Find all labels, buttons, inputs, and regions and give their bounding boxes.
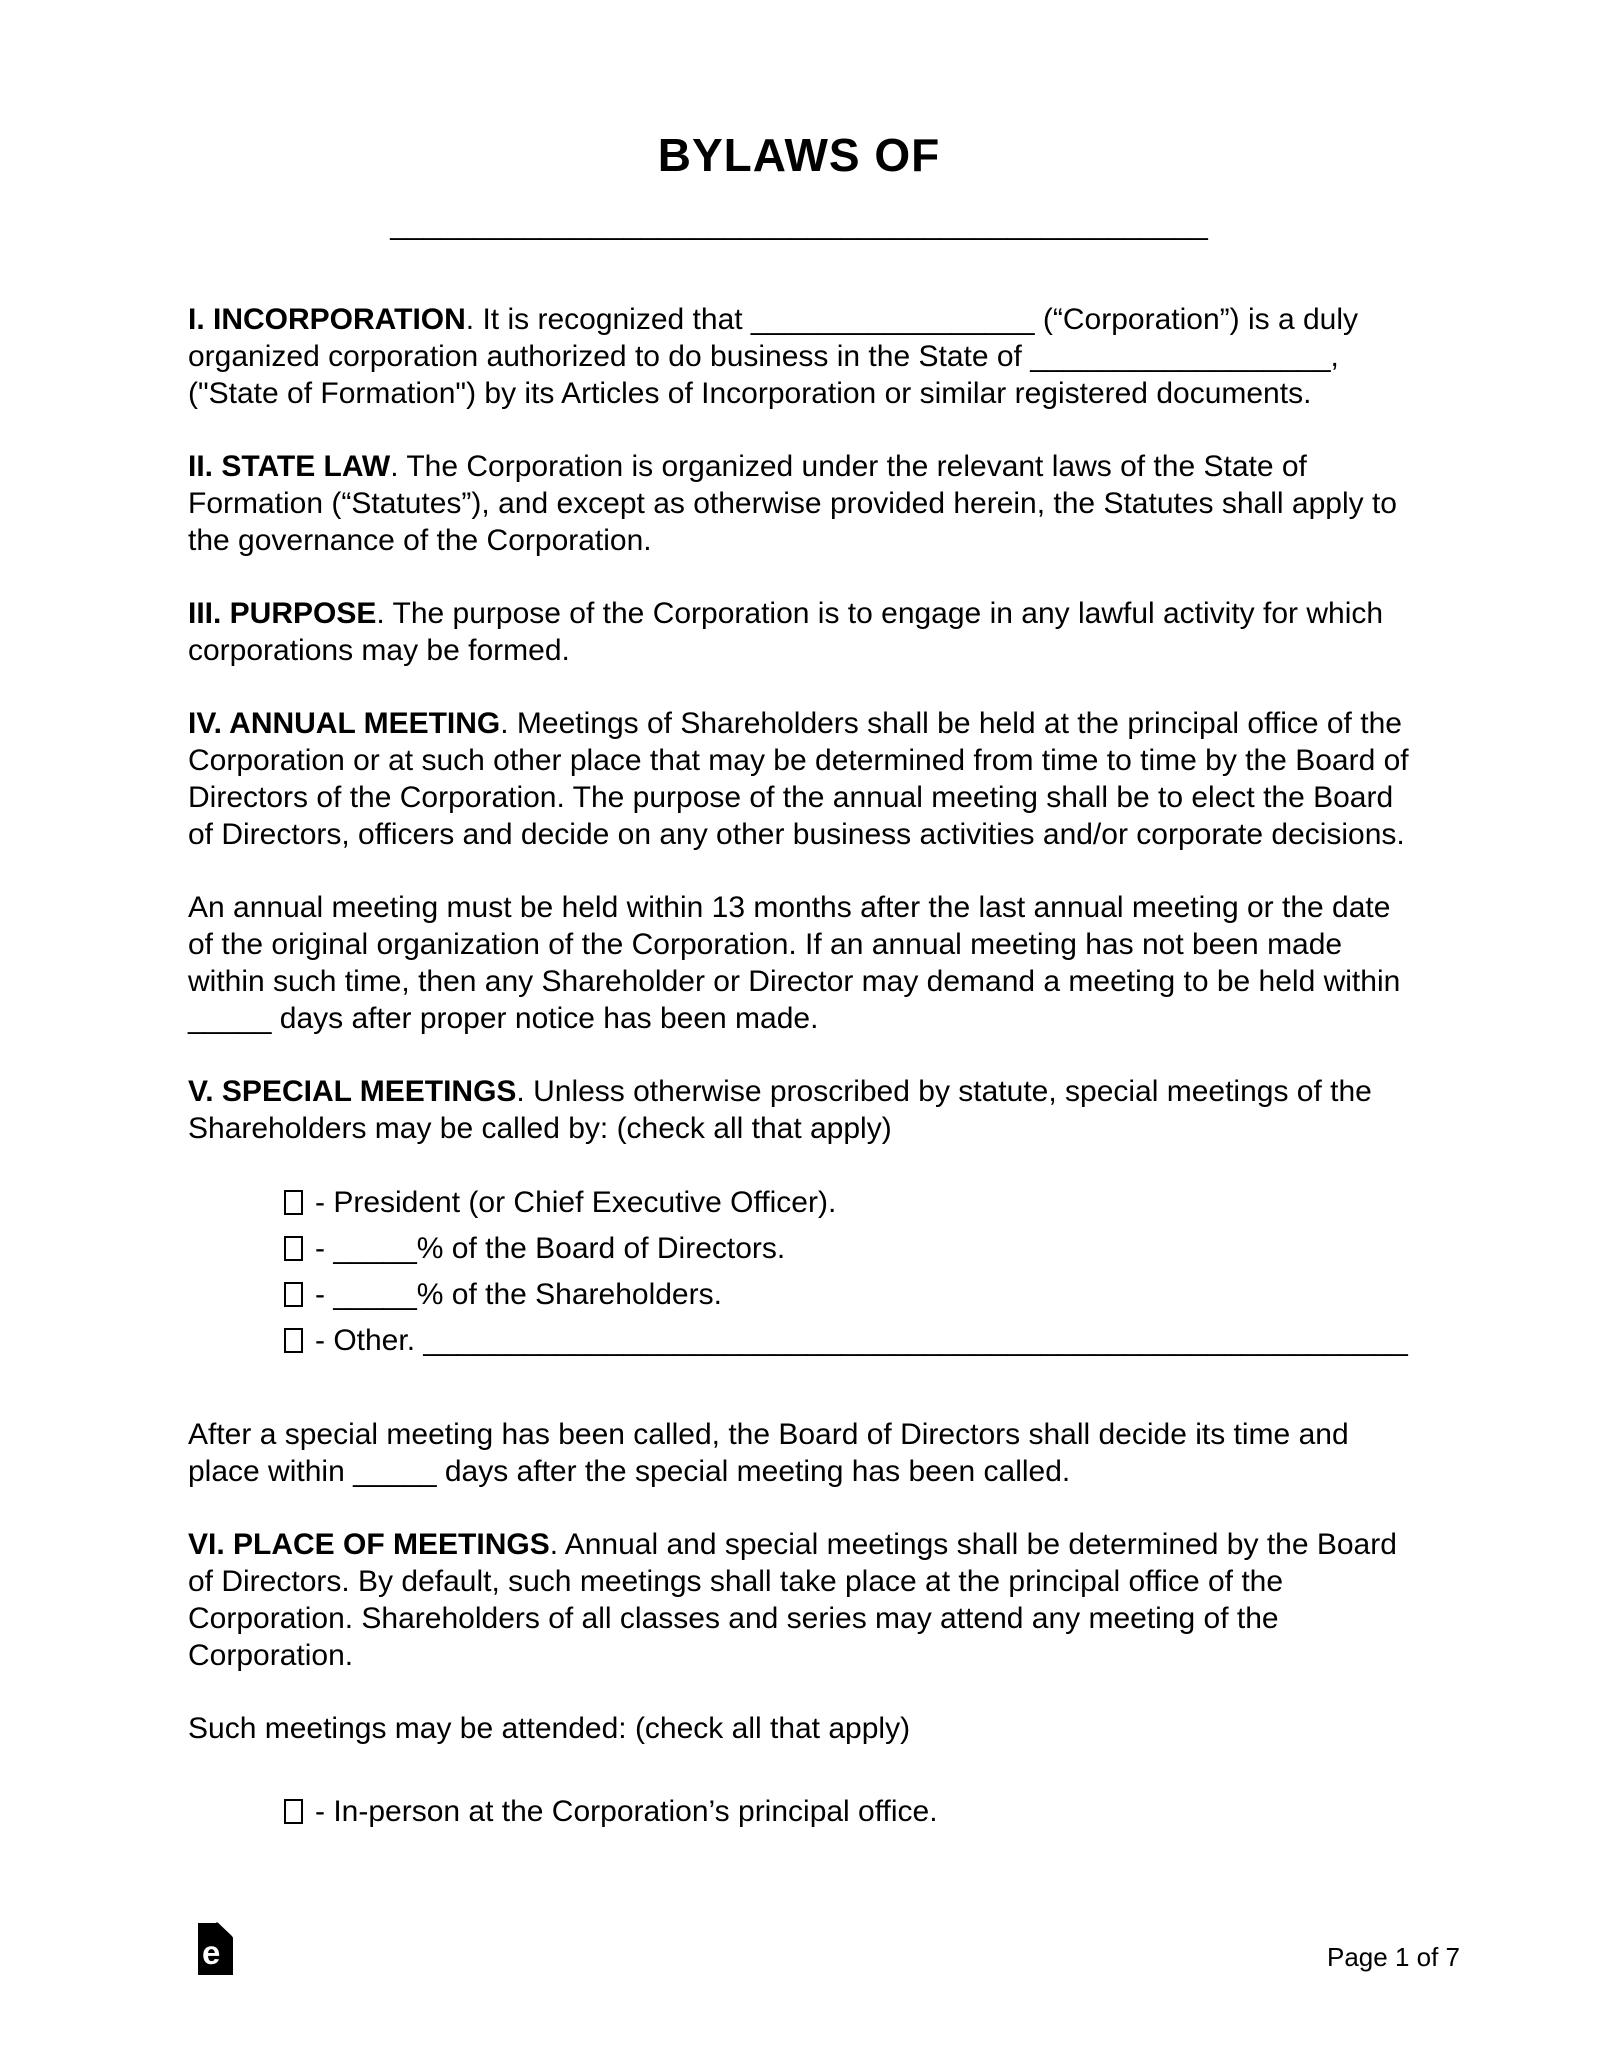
special-meetings-checklist <box>188 1180 1410 1364</box>
special-meetings-paragraph-2: After a special meeting has been called, the Board of Directors shall decide its time and place within _____ days after the special meeting has been called. <box>188 1418 1349 1488</box>
section-incorporation-text: . It is recognized that _________________ (“Corporation”) is a duly organized corporation authorized to do business in the State of __________________, ("State of Formation") by its Articles of Incorporation or similar registered documents. <box>188 303 1359 410</box>
section-place-of-meetings-heading: VI. PLACE OF MEETINGS <box>188 1528 550 1561</box>
section-annual-meeting-heading: IV. ANNUAL MEETING <box>188 707 501 740</box>
section-special-meetings <box>188 1073 1410 1147</box>
page-title: BYLAWS OF <box>657 129 941 181</box>
section-purpose <box>188 595 1410 669</box>
eforms-logo <box>198 1923 233 1975</box>
section-special-meetings-text: . Unless otherwise proscribed by statute, special meetings of the Shareholders may be called by: (check all that apply) <box>188 1075 1372 1145</box>
section-annual-meeting-text: . Meetings of Shareholders shall be held at the principal office of the Corporation or at such other place that may be determined from time to time by the Board of Directors of the Corporation. The purpose of the annual meeting shall be to elect the Board of Directors, officers and decide on any other business activities and/or corporate decisions. <box>188 707 1409 851</box>
section-state-law <box>188 448 1410 559</box>
section-incorporation-heading: I. INCORPORATION <box>188 303 466 336</box>
checklist-item-other <box>284 1318 1410 1364</box>
section-special-meetings-heading: V. SPECIAL MEETINGS <box>188 1075 517 1108</box>
section-state-law-text: . The Corporation is organized under the relevant laws of the State of Formation (“Statutes”), and except as otherwise provided herein, the Statutes shall apply to the governance of the Corporation. <box>188 450 1397 557</box>
checklist-item-shareholders-percent <box>284 1272 1410 1318</box>
company-name-blank[interactable]: _________________________________________________ <box>390 208 1208 241</box>
eforms-logo-letter: e <box>202 1934 221 1971</box>
checkbox-label: - In-person at the Corporation’s principal office. <box>315 1795 938 1828</box>
place-of-meetings-checklist <box>188 1789 1410 1835</box>
checkbox-label: - President (or Chief Executive Officer). <box>315 1186 837 1219</box>
checklist-item-president <box>284 1180 1410 1226</box>
checkbox-shareholders-percent[interactable] <box>284 1282 303 1307</box>
section-purpose-text: . The purpose of the Corporation is to engage in any lawful activity for which corporations may be formed. <box>188 597 1384 667</box>
checklist-item-in-person <box>284 1789 1410 1835</box>
section-state-law-heading: II. STATE LAW <box>188 450 391 483</box>
annual-meeting-paragraph-2: An annual meeting must be held within 13 months after the last annual meeting or the date of the original organization of the Corporation. If an annual meeting has not been made within such time, then any Shareholder or Director may demand a meeting to be held within _____ days after proper notice has been made. <box>188 891 1401 1035</box>
section-place-of-meetings <box>188 1526 1410 1674</box>
checklist-item-board-percent <box>284 1226 1410 1272</box>
checkbox-label: - _____% of the Shareholders. <box>315 1278 722 1311</box>
checkbox-label: - _____% of the Board of Directors. <box>315 1232 786 1265</box>
checkbox-president[interactable] <box>284 1190 303 1215</box>
page-number: Page 1 of 7 <box>1327 1942 1460 1972</box>
other-blank-field[interactable]: ___________________________________________________________ <box>423 1324 1408 1357</box>
checkbox-in-person[interactable] <box>284 1799 303 1824</box>
section-annual-meeting <box>188 705 1410 853</box>
checkbox-board-percent[interactable] <box>284 1236 303 1261</box>
section-place-of-meetings-text: . Annual and special meetings shall be determined by the Board of Directors. By default, such meetings shall take place at the principal office of the Corporation. Shareholders of all classes and series may attend any meeting of the Corporation. <box>188 1528 1397 1672</box>
checkbox-label: - Other. <box>315 1324 416 1357</box>
section-incorporation <box>188 301 1410 412</box>
attendance-intro: Such meetings may be attended: (check all that apply) <box>188 1712 911 1745</box>
checkbox-other[interactable] <box>284 1328 303 1353</box>
section-purpose-heading: III. PURPOSE <box>188 597 377 630</box>
